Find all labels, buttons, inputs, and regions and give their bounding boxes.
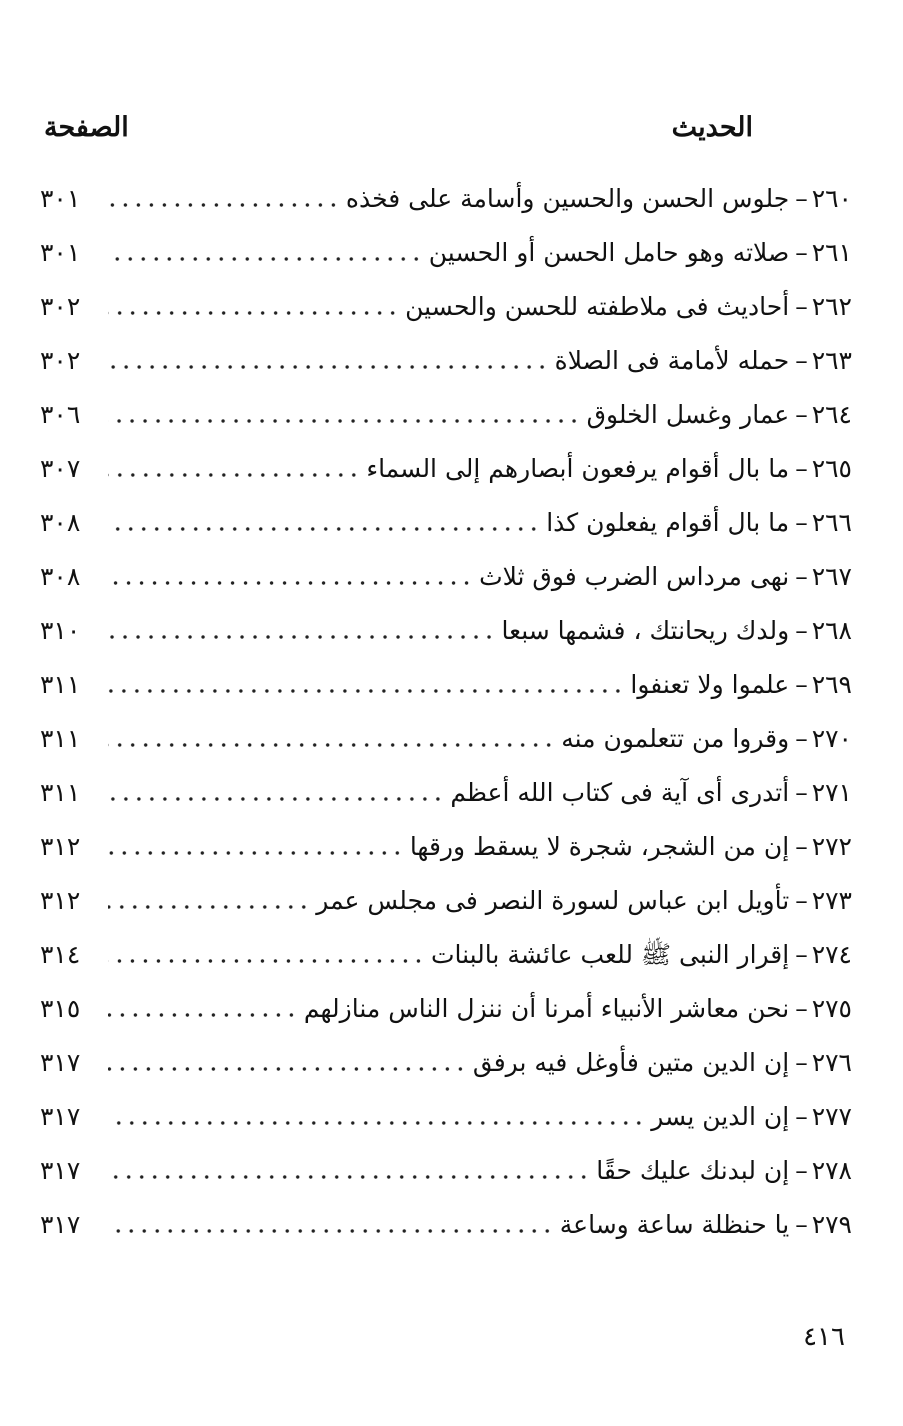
entry-dash: – — [795, 886, 808, 915]
entry-dash: – — [795, 940, 808, 969]
entry-number: ٢٧٨ — [811, 1156, 852, 1185]
entry-number: ٢٦٩ — [811, 670, 852, 699]
entry-number: ٢٦٠ — [811, 184, 852, 213]
entry-number: ٢٧٩ — [811, 1210, 852, 1239]
toc-entry — [40, 1090, 852, 1144]
toc-entry — [40, 1198, 852, 1252]
toc-entry — [40, 550, 852, 604]
entry-dash: – — [795, 1102, 808, 1131]
entry-dash: – — [795, 346, 808, 375]
leader-dots — [108, 958, 425, 964]
entry-page: ٣١٤ — [40, 940, 81, 969]
entry-dash: – — [795, 832, 808, 861]
entry-page: ٣١١ — [40, 670, 81, 699]
entry-title: أحاديث فى ملاطفته للحسن والحسين — [405, 292, 790, 321]
entry-number: ٢٧١ — [811, 778, 852, 807]
entry-page: ٣١١ — [40, 724, 81, 753]
entry-number: ٢٦٨ — [811, 616, 852, 645]
entry-number: ٢٧٥ — [811, 994, 852, 1023]
entry-page: ٣٠٢ — [40, 292, 81, 321]
entry-dash: – — [795, 562, 808, 591]
entry-dash: – — [795, 994, 808, 1023]
toc-entry — [40, 1036, 852, 1090]
entry-page: ٣١٢ — [40, 832, 81, 861]
toc-entry — [40, 496, 852, 550]
entry-page: ٣١٧ — [40, 1156, 81, 1185]
entry-dash: – — [795, 1048, 808, 1077]
entry-title: علموا ولا تعنفوا — [630, 670, 790, 699]
leader-dots — [108, 796, 444, 802]
entry-title: إقرار النبى ﷺ للعب عائشة بالبنات — [430, 940, 790, 969]
leader-dots — [108, 1012, 298, 1018]
toc-entry — [40, 658, 852, 712]
entry-page: ٣١٧ — [40, 1048, 81, 1077]
toc-entry — [40, 1144, 852, 1198]
entry-number: ٢٦٣ — [811, 346, 852, 375]
entry-title: جلوس الحسن والحسين وأسامة على فخذه — [345, 184, 790, 213]
entry-number: ٢٦٦ — [811, 508, 852, 537]
entry-page: ٣١٧ — [40, 1210, 81, 1239]
entry-number: ٢٦١ — [811, 238, 852, 267]
toc-entry — [40, 820, 852, 874]
leader-dots — [108, 364, 549, 370]
folio-page-number: ٤١٦ — [803, 1322, 845, 1352]
entry-page: ٣١٥ — [40, 994, 81, 1023]
entry-dash: – — [795, 400, 808, 429]
hadith-column-header: الحديث — [671, 112, 753, 143]
leader-dots — [108, 904, 310, 910]
entry-dash: – — [795, 670, 808, 699]
entry-title: وقروا من تتعلمون منه — [561, 724, 790, 753]
entry-number: ٢٦٧ — [811, 562, 852, 591]
entry-number: ٢٦٤ — [811, 400, 852, 429]
entry-title: ولدك ريحانتك ، فشمها سبعا — [501, 616, 790, 645]
entry-page: ٣١٧ — [40, 1102, 81, 1131]
entry-number: ٢٧٠ — [811, 724, 852, 753]
table-of-contents — [40, 172, 852, 1252]
toc-entry — [40, 928, 852, 982]
toc-entry — [40, 982, 852, 1036]
entry-dash: – — [795, 292, 808, 321]
entry-title: يا حنظلة ساعة وساعة — [559, 1210, 790, 1239]
toc-entry — [40, 442, 852, 496]
entry-page: ٣٠١ — [40, 184, 81, 213]
leader-dots — [108, 202, 340, 208]
entry-dash: – — [795, 238, 808, 267]
entry-dash: – — [795, 616, 808, 645]
leader-dots — [108, 1120, 645, 1126]
leader-dots — [108, 418, 581, 424]
entry-dash: – — [795, 1210, 808, 1239]
toc-entry — [40, 712, 852, 766]
entry-page: ٣٠٦ — [40, 400, 81, 429]
entry-dash: – — [795, 508, 808, 537]
entry-number: ٢٧٣ — [811, 886, 852, 915]
entry-title: حمله لأمامة فى الصلاة — [554, 346, 790, 375]
entry-dash: – — [795, 184, 808, 213]
entry-page: ٣١٠ — [40, 616, 81, 645]
leader-dots — [108, 742, 555, 748]
entry-title: إن الدين يسر — [651, 1102, 790, 1131]
toc-entry — [40, 874, 852, 928]
toc-entry — [40, 172, 852, 226]
toc-entry — [40, 226, 852, 280]
leader-dots — [108, 634, 496, 640]
leader-dots — [108, 1174, 590, 1180]
entry-page: ٣٠٨ — [40, 508, 81, 537]
leader-dots — [108, 688, 624, 694]
toc-entry — [40, 280, 852, 334]
entry-number: ٢٧٢ — [811, 832, 852, 861]
leader-dots — [108, 310, 399, 316]
entry-title: إن من الشجر، شجرة لا يسقط ورقها — [409, 832, 790, 861]
entry-dash: – — [795, 724, 808, 753]
entry-dash: – — [795, 778, 808, 807]
toc-entry — [40, 766, 852, 820]
entry-title: إن لبدنك عليك حقًا — [596, 1156, 790, 1185]
entry-dash: – — [795, 1156, 808, 1185]
entry-title: نهى مرداس الضرب فوق ثلاث — [479, 562, 790, 591]
leader-dots — [108, 1228, 554, 1234]
entry-title: صلاته وهو حامل الحسن أو الحسين — [428, 238, 790, 267]
entry-title: ما بال أقوام يفعلون كذا — [546, 508, 790, 537]
entry-title: عمار وغسل الخلوق — [586, 400, 790, 429]
leader-dots — [108, 526, 540, 532]
entry-title: نحن معاشر الأنبياء أمرنا أن ننزل الناس منازلهم — [303, 994, 790, 1023]
entry-number: ٢٦٢ — [811, 292, 852, 321]
leader-dots — [108, 472, 360, 478]
toc-entry — [40, 604, 852, 658]
entry-page: ٣٠١ — [40, 238, 81, 267]
leader-dots — [108, 580, 473, 586]
entry-page: ٣١١ — [40, 778, 81, 807]
entry-title: ما بال أقوام يرفعون أبصارهم إلى السماء — [366, 454, 790, 483]
entry-page: ٣١٢ — [40, 886, 81, 915]
entry-title: تأويل ابن عباس لسورة النصر فى مجلس عمر — [316, 886, 790, 915]
entry-number: ٢٧٧ — [811, 1102, 852, 1131]
entry-title: إن الدين متين فأوغل فيه برفق — [472, 1048, 790, 1077]
leader-dots — [108, 850, 404, 856]
leader-dots — [108, 256, 423, 262]
page-column-header: الصفحة — [44, 112, 129, 143]
entry-page: ٣٠٨ — [40, 562, 81, 591]
entry-page: ٣٠٧ — [40, 454, 81, 483]
entry-number: ٢٦٥ — [811, 454, 852, 483]
entry-number: ٢٧٤ — [811, 940, 852, 969]
entry-page: ٣٠٢ — [40, 346, 81, 375]
toc-entry — [40, 334, 852, 388]
entry-title: أتدرى أى آية فى كتاب الله أعظم — [450, 778, 790, 807]
entry-number: ٢٧٦ — [811, 1048, 852, 1077]
entry-dash: – — [795, 454, 808, 483]
leader-dots — [108, 1066, 467, 1072]
toc-entry — [40, 388, 852, 442]
